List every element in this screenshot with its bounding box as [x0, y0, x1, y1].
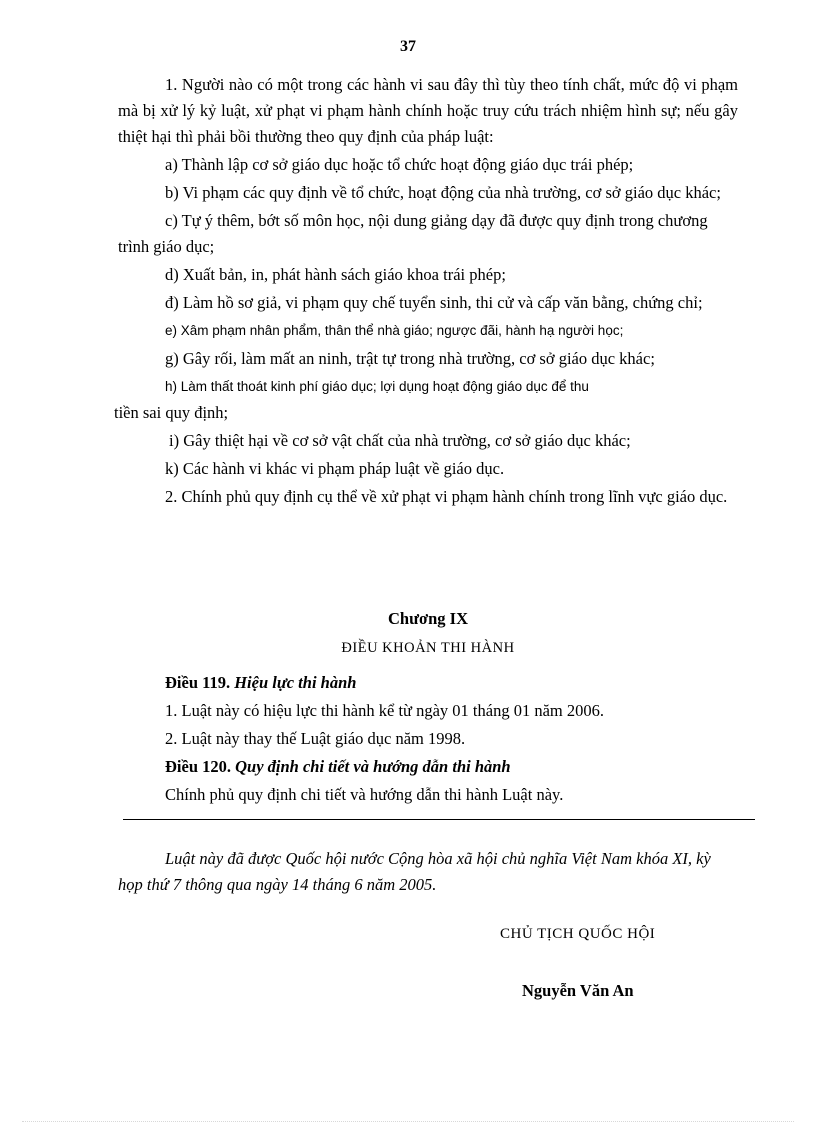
chapter-title: Chương IX [387, 609, 469, 628]
article-120-text: Chính phủ quy định chi tiết và hướng dẫn thi hành Luật này. [165, 785, 564, 804]
signature-title: CHỦ TỊCH QUỐC HỘI [500, 926, 656, 942]
paragraph-1: 1. Người nào có một trong các hành vi sau đây thì tùy theo tính chất, mức độ vi phạm mà bị xử lý kỷ luật, xử phạt vi phạm hành chính hoặc truy cứu trách nhiệm hình sự; nếu gây thiệt hại thì phải bồi thường theo quy định của pháp luật: [118, 75, 738, 146]
article-119-clause-2: 2. Luật này thay thế Luật giáo dục năm 1998. [165, 729, 466, 748]
item-d: d) Xuất bản, in, phát hành sách giáo khoa trái phép; [165, 265, 506, 284]
item-k: k) Các hành vi khác vi phạm pháp luật về giáo dục. [165, 459, 505, 478]
paragraph-2: 2. Chính phủ quy định cụ thể về xử phạt vi phạm hành chính trong lĩnh vực giáo dục. [165, 487, 728, 506]
item-a: a) Thành lập cơ sở giáo dục hoặc tổ chức hoạt động giáo dục trái phép; [165, 155, 634, 174]
item-b: b) Vi phạm các quy định về tổ chức, hoạt động của nhà trường, cơ sở giáo dục khác; [165, 183, 721, 202]
item-g: g) Gây rối, làm mất an ninh, trật tự trong nhà trường, cơ sở giáo dục khác; [165, 349, 655, 368]
article-119-title: Hiệu lực thi hành [234, 673, 357, 692]
item-i: i) Gây thiệt hại về cơ sở vật chất của nhà trường, cơ sở giáo dục khác; [169, 431, 631, 450]
item-e: e) Xâm phạm nhân phẩm, thân thể nhà giáo; ngược đãi, hành hạ người học; [165, 323, 624, 338]
closing-statement: Luật này đã được Quốc hội nước Cộng hòa xã hội chủ nghĩa Việt Nam khóa XI, kỳ họp thứ 7 thông qua ngày 14 tháng 6 năm 2005. [118, 849, 711, 894]
item-dd: đ) Làm hồ sơ giả, vi phạm quy chế tuyển sinh, thi cử và cấp văn bằng, chứng chỉ; [165, 293, 703, 312]
separator-line [123, 819, 755, 820]
final-provisions [118, 670, 738, 808]
article-119-label: Điều 119. [165, 673, 231, 692]
violations-section [114, 72, 738, 510]
signature-name: Nguyễn Văn An [522, 981, 634, 1000]
article-119-clause-1: 1. Luật này có hiệu lực thi hành kể từ ngày 01 tháng 01 năm 2006. [165, 701, 604, 720]
article-120-heading [118, 754, 738, 780]
page-bottom-border [22, 1121, 794, 1122]
item-h-line-1: h) Làm thất thoát kinh phí giáo dục; lợi dụng hoạt động giáo dục để thu [165, 379, 589, 394]
chapter-subtitle: ĐIỀU KHOẢN THI HÀNH [341, 640, 515, 656]
article-119-heading [118, 670, 738, 696]
page-number: 37 [400, 38, 416, 55]
item-h-line-2: tiền sai quy định; [114, 403, 229, 422]
article-120-title: Quy định chi tiết và hướng dẫn thi hành [235, 757, 511, 776]
article-120-label: Điều 120. [165, 757, 231, 776]
item-c: c) Tự ý thêm, bớt số môn học, nội dung giảng dạy đã được quy định trong chương trình giáo dục; [118, 211, 708, 256]
